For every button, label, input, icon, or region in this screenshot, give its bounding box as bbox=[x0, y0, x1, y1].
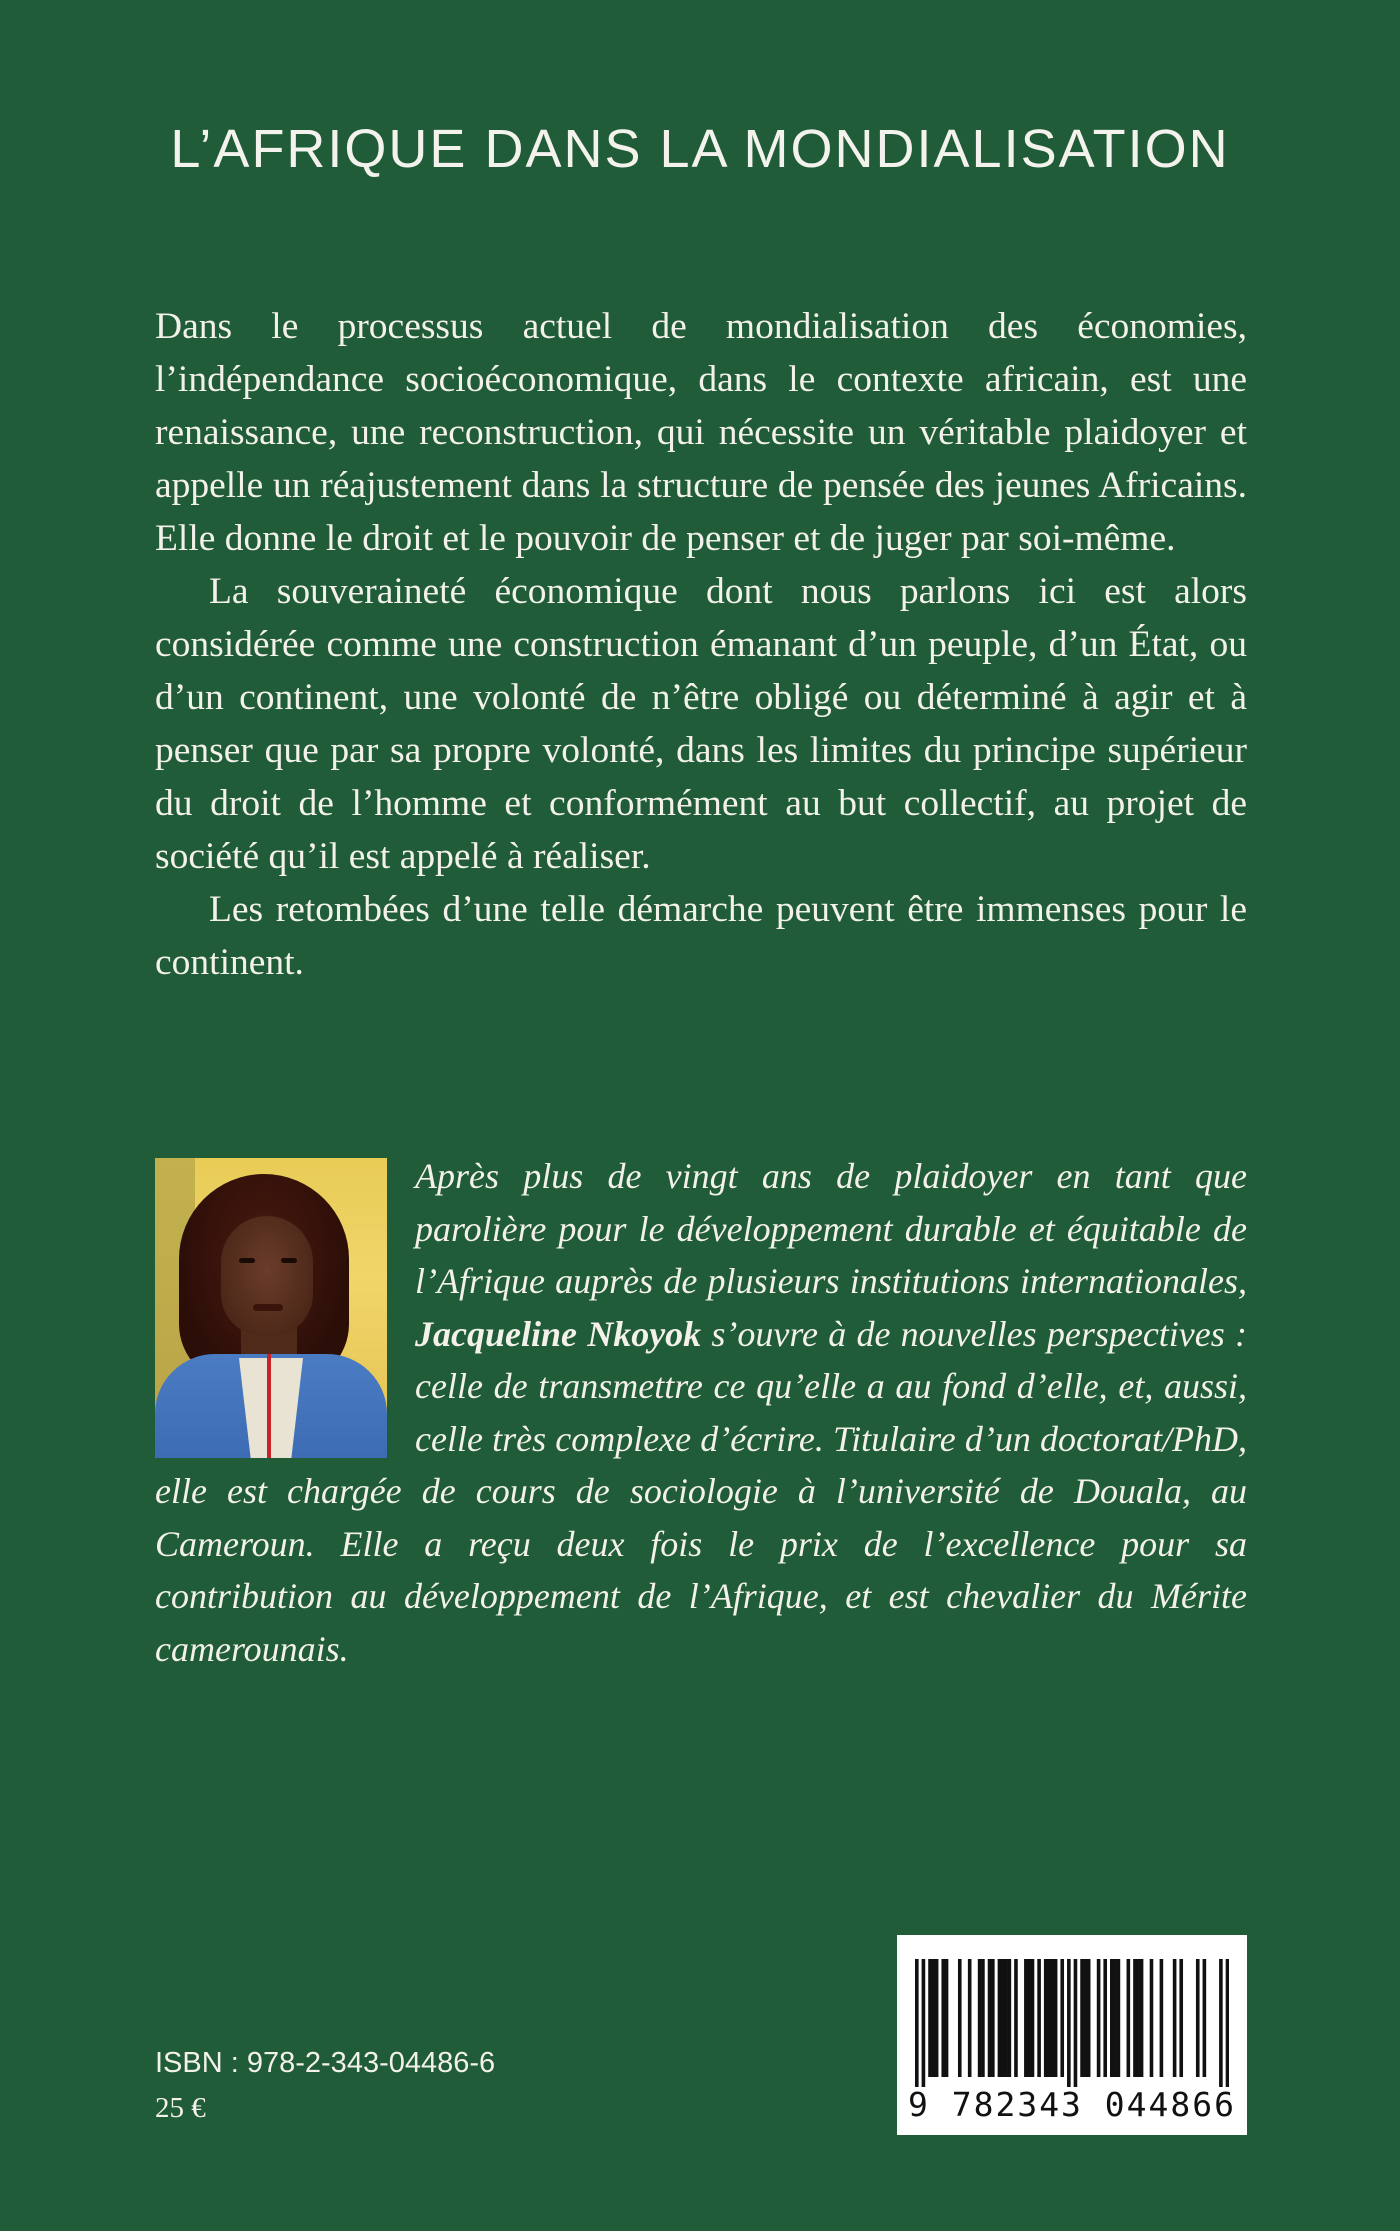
author-photo bbox=[155, 1158, 387, 1458]
barcode bbox=[897, 1935, 1247, 2135]
barcode-bar bbox=[1110, 1959, 1114, 2077]
barcode-bar bbox=[1203, 1959, 1207, 2077]
barcode-bar bbox=[1060, 1959, 1064, 2077]
blurb-paragraph-1: Dans le processus actuel de mondialisation des économies, l’indépendance socioéconomique, dans le contexte africain, est une renaissance, une reconstruction, qui nécessite un véritable plaidoyer et appelle un réajustement dans la structure de pensée des jeunes Africains. Elle donne le droit et le pouvoir de penser et de juger par soi-même. bbox=[155, 306, 1247, 559]
barcode-bar bbox=[988, 1959, 992, 2077]
barcode-bar bbox=[1226, 1959, 1229, 2087]
barcode-bar bbox=[928, 1959, 932, 2077]
book-title: L’AFRIQUE DANS LA MONDIALISATION bbox=[170, 119, 1230, 179]
blurb bbox=[155, 300, 1247, 989]
barcode-bar bbox=[932, 1959, 936, 2077]
author-name: Jacqueline Nkoyok bbox=[415, 1313, 702, 1354]
price: 25 € bbox=[155, 2092, 206, 2124]
barcode-bar bbox=[1084, 1959, 1088, 2077]
barcode-bar bbox=[1044, 1959, 1048, 2077]
barcode-bars bbox=[915, 1959, 1229, 2087]
barcode-bar bbox=[1160, 1959, 1164, 2077]
barcode-number: 9 782343 044866 bbox=[907, 2085, 1236, 2124]
author-bio-rest: s’ouvre à de nouvelles perspectives : celle de transmettre ce qu’elle a au fond d’elle, et, aussi, celle très complexe d’écrire. Titulaire d’un doctorat/PhD, elle est chargée de cours de sociologie à l’université de Douala, au Cameroun. Elle a reçu deux fois le prix de l’excellence pour sa contribution au développement de l’Afrique, et est chevalier du Mérite camerounais. bbox=[155, 1313, 1247, 1669]
barcode-bar bbox=[945, 1959, 949, 2077]
barcode-bar bbox=[1133, 1959, 1137, 2077]
barcode-bar bbox=[1054, 1959, 1058, 2077]
barcode-bar bbox=[1027, 1959, 1031, 2077]
barcode-bar bbox=[1051, 1959, 1055, 2077]
author-bio bbox=[155, 1150, 1247, 1675]
barcode-bar bbox=[958, 1959, 962, 2077]
barcode-bar bbox=[1103, 1959, 1107, 2077]
barcode-bar bbox=[978, 1959, 982, 2077]
barcode-bar bbox=[1067, 1959, 1071, 2087]
barcode-bar bbox=[1127, 1959, 1131, 2077]
isbn: ISBN : 978-2-343-04486-6 bbox=[155, 2047, 496, 2079]
barcode-bar bbox=[922, 1959, 926, 2087]
barcode-bar bbox=[991, 1959, 995, 2077]
barcode-bar bbox=[935, 1959, 939, 2077]
barcode-bar bbox=[1113, 1959, 1117, 2077]
barcode-bar bbox=[1037, 1959, 1041, 2077]
barcode-bar bbox=[1014, 1959, 1018, 2077]
barcode-bar bbox=[1173, 1959, 1177, 2077]
barcode-bar bbox=[1024, 1959, 1028, 2077]
barcode-bar bbox=[1097, 1959, 1101, 2077]
barcode-bar bbox=[1008, 1959, 1012, 2077]
barcode-bar bbox=[1150, 1959, 1154, 2077]
barcode-bar bbox=[1004, 1959, 1008, 2077]
barcode-bar bbox=[915, 1959, 919, 2087]
barcode-bar bbox=[1001, 1959, 1005, 2077]
barcode-bar bbox=[1074, 1959, 1078, 2087]
author-bio-intro: Après plus de vingt ans de plaidoyer en tant que parolière pour le développement durable et équitable de l’Afrique auprès de plusieurs institutions internationales, bbox=[415, 1156, 1247, 1301]
barcode-bar bbox=[998, 1959, 1002, 2077]
barcode-bar bbox=[1087, 1959, 1091, 2077]
barcode-bar bbox=[968, 1959, 972, 2077]
barcode-bar bbox=[941, 1959, 945, 2077]
barcode-bar bbox=[1219, 1959, 1223, 2087]
barcode-bar bbox=[1136, 1959, 1140, 2077]
barcode-bar bbox=[1196, 1959, 1200, 2077]
barcode-bar bbox=[1179, 1959, 1183, 2077]
barcode-bar bbox=[1080, 1959, 1084, 2077]
barcode-bar bbox=[1031, 1959, 1035, 2077]
barcode-bar bbox=[1117, 1959, 1121, 2077]
barcode-bar bbox=[981, 1959, 985, 2077]
blurb-paragraph-2: La souveraineté économique dont nous parlons ici est alors considérée comme une construction émanant d’un peuple, d’un État, ou d’un continent, une volonté de n’être obligé ou déterminé à agir et à penser que par sa propre volonté, dans les limites du principe supérieur du droit de l’homme et conformément au but collectif, au projet de société qu’il est appelé à réaliser. bbox=[155, 571, 1247, 877]
blurb-paragraph-3: Les retombées d’une telle démarche peuvent être immenses pour le continent. bbox=[155, 889, 1247, 983]
barcode-bar bbox=[1140, 1959, 1144, 2077]
barcode-bar bbox=[1047, 1959, 1051, 2077]
